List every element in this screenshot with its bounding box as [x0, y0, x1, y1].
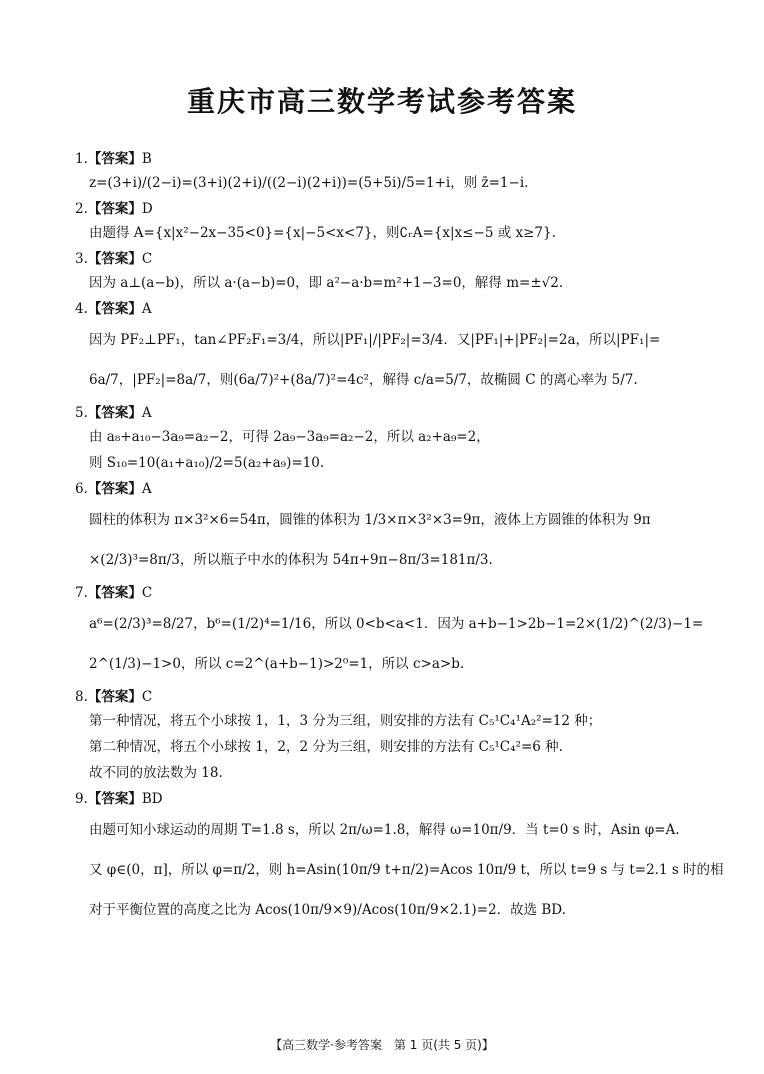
question-number: 5. — [75, 405, 88, 421]
question-5 — [75, 402, 705, 476]
solution-line: 圆柱的体积为 π×3²×6=54π，圆锥的体积为 1/3×π×3²×3=9π，液体上方圆锥的体积为 9π — [89, 512, 651, 528]
solution-line: 则 S₁₀=10(a₁+a₁₀)/2=5(a₂+a₉)=10. — [89, 455, 325, 471]
solution-line: a⁶=(2/3)³=8/27，b⁶=(1/2)⁴=1/16，所以 0<b<a<1．因为 a+b−1>2b−1=2×(1/2)^(2/3)−1= — [89, 616, 704, 632]
question-header — [75, 402, 705, 424]
question-header — [75, 582, 705, 604]
question-number: 1. — [75, 151, 88, 167]
question-header — [75, 478, 705, 500]
answer-choice: C — [141, 689, 153, 705]
answer-tag: 【答案】 — [87, 481, 142, 497]
solution-line: 由题得 A={x|x²−2x−35<0}={x|−5<x<7}，则∁ᵣA={x|x≤−5 或 x≥7}. — [89, 225, 556, 241]
solution-line: 第二种情况，将五个小球按 1，2，2 分为三组，则安排的方法有 C₅¹C₄²=6 种. — [89, 739, 563, 755]
question-number: 9. — [75, 791, 88, 807]
solution-line: ×(2/3)³=8π/3，所以瓶子中水的体积为 54π+9π−8π/3=181π/3. — [89, 552, 493, 568]
answer-choice: C — [141, 585, 153, 601]
solution-line: 由题可知小球运动的周期 T=1.8 s，所以 2π/ω=1.8，解得 ω=10π/9．当 t=0 s 时，Asin φ=A. — [89, 822, 680, 838]
answer-choice: C — [141, 251, 153, 267]
answer-tag: 【答案】 — [87, 201, 142, 217]
solution-line: 6a/7，|PF₂|=8a/7，则(6a/7)²+(8a/7)²=4c²，解得 c/a=5/7，故椭圆 C 的离心率为 5/7. — [89, 372, 638, 388]
answer-choice: BD — [141, 791, 163, 807]
solution-line: 由 a₈+a₁₀−3a₉=a₂−2，可得 2a₉−3a₉=a₂−2，所以 a₂+a₉=2， — [89, 429, 490, 445]
question-header — [75, 298, 705, 320]
question-header — [75, 198, 705, 220]
solution-line: 故不同的放法数为 18. — [89, 765, 223, 781]
answer-tag: 【答案】 — [87, 251, 142, 267]
question-8 — [75, 686, 705, 786]
solution-line: 对于平衡位置的高度之比为 Acos(10π/9×9)/Acos(10π/9×2.1)=2．故选 BD. — [89, 902, 566, 918]
solution-line: z=(3+i)/(2−i)=(3+i)(2+i)/((2−i)(2+i))=(5+5i)/5=1+i，则 z̄=1−i. — [89, 175, 529, 191]
question-header — [75, 148, 705, 170]
question-6 — [75, 478, 705, 580]
answer-tag: 【答案】 — [87, 689, 142, 705]
question-header — [75, 686, 705, 708]
answer-choice: B — [141, 151, 152, 167]
answer-tag: 【答案】 — [87, 791, 142, 807]
question-3 — [75, 248, 705, 296]
solution-line: 2^(1/3)−1>0，所以 c=2^(a+b−1)>2⁰=1，所以 c>a>b. — [89, 656, 465, 672]
answer-choice: D — [141, 201, 153, 217]
question-header — [75, 788, 705, 810]
solution-line: 因为 a⊥(a−b)，所以 a·(a−b)=0，即 a²−a·b=m²+1−3=0，解得 m=±√2. — [89, 275, 564, 291]
question-number: 7. — [75, 585, 88, 601]
page-title: 重庆市高三数学考试参考答案 — [186, 85, 577, 118]
question-number: 4. — [75, 301, 88, 317]
question-1 — [75, 148, 705, 196]
solution-line: 第一种情况，将五个小球按 1，1，3 分为三组，则安排的方法有 C₅¹C₄¹A₂²=12 种； — [89, 713, 602, 729]
question-number: 8. — [75, 689, 88, 705]
question-header — [75, 248, 705, 270]
page-footer: 【高三数学·参考答案 第 1 页(共 5 页)】 — [270, 1038, 494, 1052]
answer-choice: A — [141, 481, 152, 497]
question-number: 3. — [75, 251, 88, 267]
question-4 — [75, 298, 705, 400]
question-number: 2. — [75, 201, 88, 217]
solution-line: 又 φ∈(0，π]，所以 φ=π/2，则 h=Asin(10π/9 t+π/2)=Acos 10π/9 t，所以 t=9 s 与 t=2.1 s 时的相 — [89, 862, 724, 878]
answers-list — [75, 146, 724, 930]
answer-tag: 【答案】 — [87, 151, 142, 167]
solution-line: 因为 PF₂⊥PF₁，tan∠PF₂F₁=3/4，所以|PF₁|/|PF₂|=3/4．又|PF₁|+|PF₂|=2a，所以|PF₁|= — [89, 332, 661, 348]
question-7 — [75, 582, 705, 684]
question-9 — [75, 788, 724, 930]
answer-choice: A — [141, 301, 152, 317]
question-number: 6. — [75, 481, 88, 497]
answer-tag: 【答案】 — [87, 405, 142, 421]
answer-choice: A — [141, 405, 152, 421]
answer-tag: 【答案】 — [87, 301, 142, 317]
answer-tag: 【答案】 — [87, 585, 142, 601]
question-2 — [75, 198, 705, 246]
